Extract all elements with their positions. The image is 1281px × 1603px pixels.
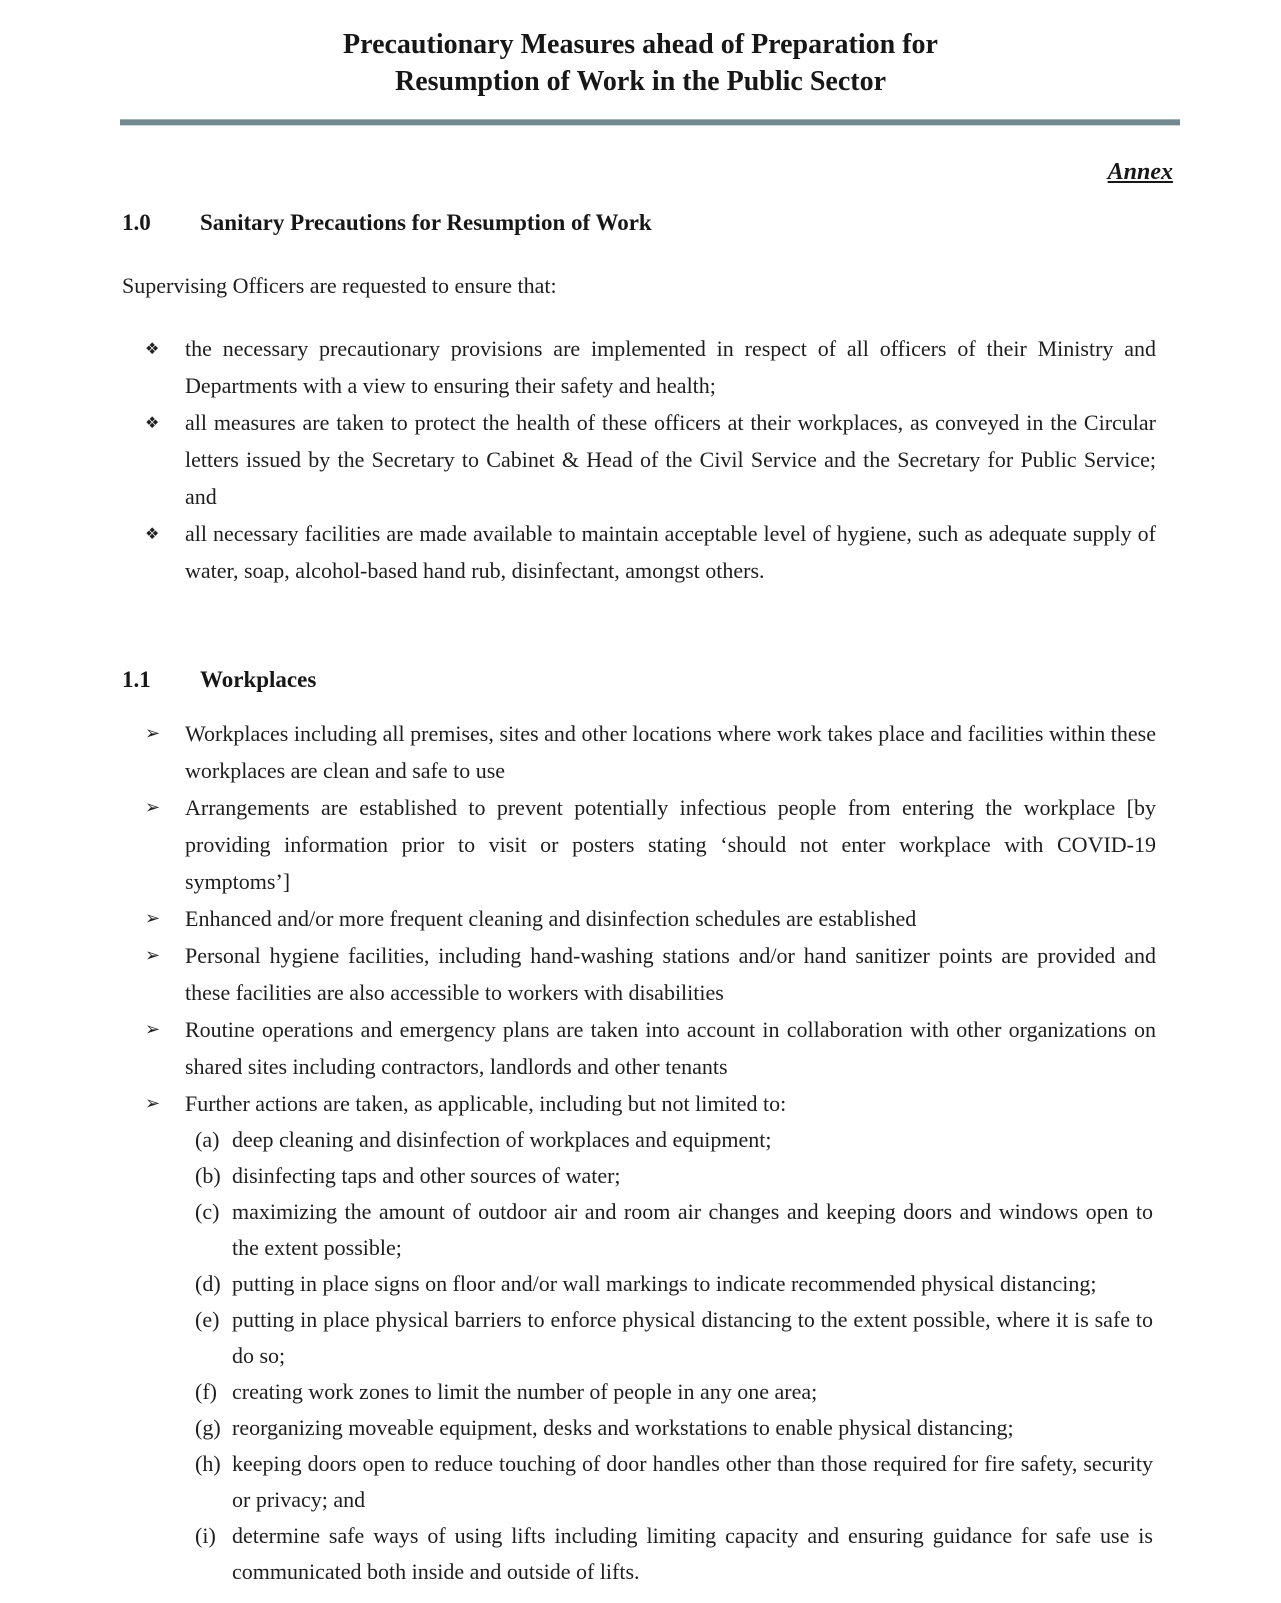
list-item (145, 1085, 1156, 1122)
lettered-item-label: (e) (195, 1307, 220, 1332)
further-actions-list (195, 1122, 1153, 1590)
arrow-bullet-icon: ➢ (145, 908, 161, 929)
bullet-text: Further actions are taken, as applicable, including but not limited to: (185, 1091, 787, 1116)
list-item (195, 1410, 1153, 1446)
list-item (145, 330, 1156, 404)
title-line-1: Precautionary Measures ahead of Preparation for (343, 29, 938, 60)
title-line-2: Resumption of Work in the Public Sector (394, 66, 887, 97)
list-item (145, 937, 1156, 1011)
lettered-item-label: (a) (195, 1127, 220, 1152)
list-item (145, 1011, 1156, 1085)
diamond-bullet-icon: ❖ (145, 413, 160, 432)
lettered-item-text: disinfecting taps and other sources of water; (232, 1163, 621, 1188)
list-item (145, 515, 1156, 589)
diamond-bullet-icon: ❖ (145, 339, 160, 358)
lettered-item-text: putting in place physical barriers to enforce physical distancing to the extent possible, where it is safe to do so; (232, 1307, 1153, 1368)
sanitary-bullet-list (145, 330, 1156, 589)
section-title: Sanitary Precautions for Resumption of Work (200, 210, 652, 235)
list-item (145, 715, 1156, 789)
arrow-bullet-icon: ➢ (145, 945, 161, 966)
lettered-item-label: (b) (195, 1163, 221, 1188)
list-item (195, 1266, 1153, 1302)
bullet-text: Arrangements are established to prevent potentially infectious people from entering the workplace [by providing information prior to visit or posters stating ‘should not enter workplace with COVID-19 symptoms’] (185, 795, 1156, 894)
list-item (195, 1518, 1153, 1590)
list-item (195, 1194, 1153, 1266)
bullet-text: all necessary facilities are made available to maintain acceptable level of hygiene, such as adequate supply of water, soap, alcohol-based hand rub, disinfectant, amongst others. (185, 521, 1156, 583)
lettered-item-label: (g) (195, 1415, 221, 1440)
bullet-text: all measures are taken to protect the health of these officers at their workplaces, as conveyed in the Circular letters issued by the Secretary to Cabinet & Head of the Civil Service and the Secretary for Public Service; and (185, 410, 1156, 509)
list-item (195, 1374, 1153, 1410)
list-item (145, 404, 1156, 515)
list-item (145, 900, 1156, 937)
list-item (195, 1446, 1153, 1518)
arrow-bullet-icon: ➢ (145, 1019, 161, 1040)
bullet-text: Enhanced and/or more frequent cleaning and disinfection schedules are established (185, 906, 917, 931)
lettered-item-label: (f) (195, 1379, 217, 1404)
bullet-text: Routine operations and emergency plans are taken into account in collaboration with other organizations on shared sites including contractors, landlords and other tenants (185, 1017, 1156, 1079)
lettered-item-text: putting in place signs on floor and/or wall markings to indicate recommended physical distancing; (232, 1271, 1097, 1296)
bullet-text: Personal hygiene facilities, including hand-washing stations and/or hand sanitizer points are provided and these facilities are also accessible to workers with disabilities (185, 943, 1156, 1005)
annex-row (0, 159, 1281, 186)
section-number: 1.0 (122, 210, 151, 235)
diamond-bullet-icon: ❖ (145, 524, 160, 543)
bullet-text: Workplaces including all premises, sites and other locations where work takes place and facilities within these workplaces are clean and safe to use (185, 721, 1156, 783)
list-item (195, 1158, 1153, 1194)
arrow-bullet-icon: ➢ (145, 723, 161, 744)
lettered-item-text: determine safe ways of using lifts including limiting capacity and ensuring guidance for safe use is communicated both inside and outside of lifts. (232, 1523, 1153, 1584)
lettered-item-text: maximizing the amount of outdoor air and room air changes and keeping doors and windows open to the extent possible; (232, 1199, 1153, 1260)
arrow-bullet-icon: ➢ (145, 1093, 161, 1114)
lettered-item-text: deep cleaning and disinfection of workplaces and equipment; (232, 1127, 772, 1152)
lettered-item-label: (c) (195, 1199, 220, 1224)
section-1-1-heading (122, 665, 1156, 695)
section-number: 1.1 (122, 667, 151, 692)
lettered-item-text: keeping doors open to reduce touching of door handles other than those required for fire safety, security or privacy; and (232, 1451, 1153, 1512)
arrow-bullet-icon: ➢ (145, 797, 161, 818)
annex-label: Annex (1107, 159, 1173, 185)
divider-rule (120, 119, 1180, 126)
lettered-item-label: (i) (195, 1523, 216, 1548)
intro-paragraph: Supervising Officers are requested to ensure that: (122, 273, 557, 298)
workplaces-bullet-list (145, 715, 1156, 1122)
lettered-item-label: (h) (195, 1451, 221, 1476)
list-item (195, 1302, 1153, 1374)
lettered-item-text: reorganizing moveable equipment, desks and workstations to enable physical distancing; (232, 1415, 1014, 1440)
section-title: Workplaces (200, 667, 317, 692)
lettered-item-label: (d) (195, 1271, 221, 1296)
document-title (0, 0, 1281, 100)
section-1-0-heading (122, 208, 1156, 238)
list-item (195, 1122, 1153, 1158)
list-item (145, 789, 1156, 900)
bullet-text: the necessary precautionary provisions are implemented in respect of all officers of their Ministry and Departments with a view to ensuring their safety and health; (185, 336, 1156, 398)
lettered-item-text: creating work zones to limit the number of people in any one area; (232, 1379, 818, 1404)
